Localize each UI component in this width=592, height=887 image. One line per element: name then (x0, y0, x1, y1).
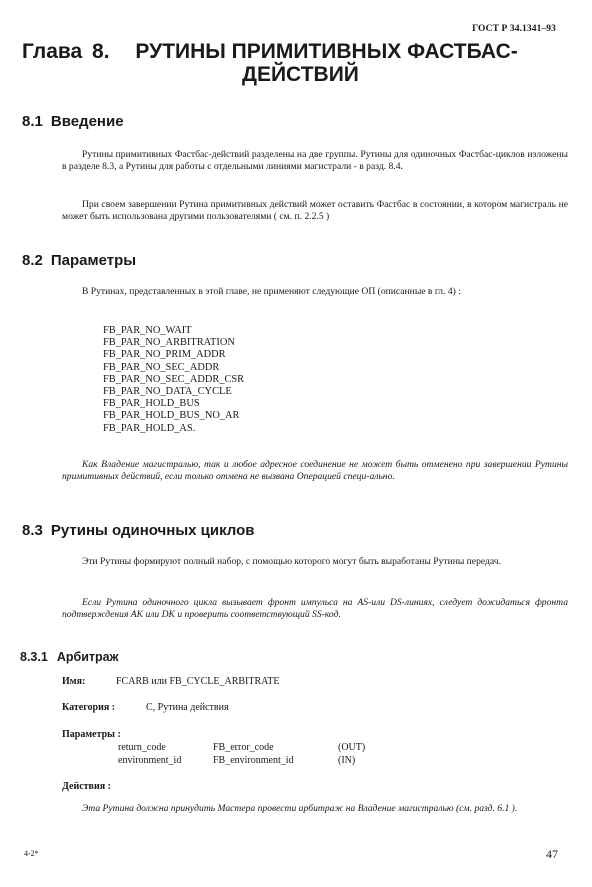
section-8-2-heading (22, 252, 136, 269)
parameter-name: environment_id (118, 755, 182, 766)
category-label: Категория : (62, 702, 116, 713)
section-title: Рутины одиночных циклов (50, 522, 255, 539)
list-item: FB_PAR_HOLD_BUS (103, 398, 200, 410)
list-item: FB_PAR_NO_SEC_ADDR_CSR (103, 373, 245, 385)
section-8-3-1-heading (20, 650, 118, 664)
list-item: FB_PAR_NO_PRIM_ADDR (103, 349, 226, 361)
excluded-options-list (103, 325, 244, 435)
standard-number: ГОСТ Р 34.1341–93 (472, 24, 556, 34)
section-title: Введение (50, 113, 124, 130)
actions-text: Эта Рутина должна принудить Мастера провести арбитраж на Владение магистралью (см. разд. 6.1 ). (82, 803, 518, 814)
page-number: 47 (546, 847, 558, 861)
section-number: 8.3.1 (20, 650, 48, 664)
routine-name: FCARB или FB_CYCLE_ARBITRATE (116, 676, 280, 687)
parameter-name: return_code (118, 742, 166, 753)
chapter-label: Глава (22, 40, 83, 63)
section-number: 8.3 (22, 522, 43, 539)
chapter-heading-line1 (22, 40, 518, 64)
list-item: FB_PAR_HOLD_BUS_NO_AR (103, 410, 240, 422)
section-8-1-heading (22, 113, 124, 130)
parameter-type: FB_environment_id (213, 755, 294, 766)
section-number: 8.1 (22, 113, 43, 130)
single-cycles-paragraph: Эти Рутины формируют полный набор, с помощью которого могут быть выработаны Рутины передач. (82, 556, 501, 567)
actions-label: Действия : (62, 781, 111, 792)
list-item: FB_PAR_HOLD_AS. (103, 422, 196, 434)
list-item: FB_PAR_NO_SEC_ADDR (103, 361, 220, 373)
name-label: Имя: (62, 676, 86, 687)
section-number: 8.2 (22, 252, 43, 269)
parameters-label: Параметры : (62, 729, 121, 740)
section-8-3-heading (22, 522, 255, 539)
section-title: Параметры (50, 252, 137, 269)
parameter-direction: (OUT) (338, 742, 366, 753)
parameter-type: FB_error_code (213, 742, 274, 753)
chapter-number: 8. (92, 40, 110, 63)
params-note: Как Владение магистралью, так и любое адресное соединение не может быть отменено при завершении Рутины примитивных действий, если только отмена не вызвана Операцией специ-ально. (62, 459, 568, 483)
list-item: FB_PAR_NO_WAIT (103, 325, 192, 336)
params-paragraph: В Рутинах, представленных в этой главе, не применяют следующие ОП (описанные в гл. 4) : (82, 286, 461, 297)
intro-paragraph-2: При своем завершении Рутина примитивных действий может оставить Фастбас в состоянии, в котором магистраль не может быть использована другими пользователями ( см. п. 2.2.5 ) (62, 199, 568, 223)
category-value: С, Рутина действия (146, 702, 229, 713)
parameter-direction: (IN) (338, 755, 356, 766)
list-item: FB_PAR_NO_ARBITRATION (103, 337, 235, 349)
section-title: Арбитраж (56, 650, 119, 664)
list-item: FB_PAR_NO_DATA_CYCLE (103, 386, 232, 398)
single-cycles-note: Если Рутина одиночного цикла вызывает фронт импульса на AS-или DS-линиях, следует дожидаться фронта подтверждения AK или DK и проверить соответствующий SS-код. (62, 597, 568, 621)
intro-paragraph-1: Рутины примитивных Фастбас-действий разделены на две группы. Рутины для одиночных Фастбас-циклов изложены в разделе 8.3, а Рутины для работы с отдельными линиями магистрали - в разд. 8.4. (62, 149, 568, 173)
chapter-title-line1: РУТИНЫ ПРИМИТИВНЫХ ФАСТБАС- (135, 40, 518, 63)
footer-signature: 4-2* (24, 849, 39, 858)
chapter-title-line2: ДЕЙСТВИЙ (242, 63, 359, 86)
